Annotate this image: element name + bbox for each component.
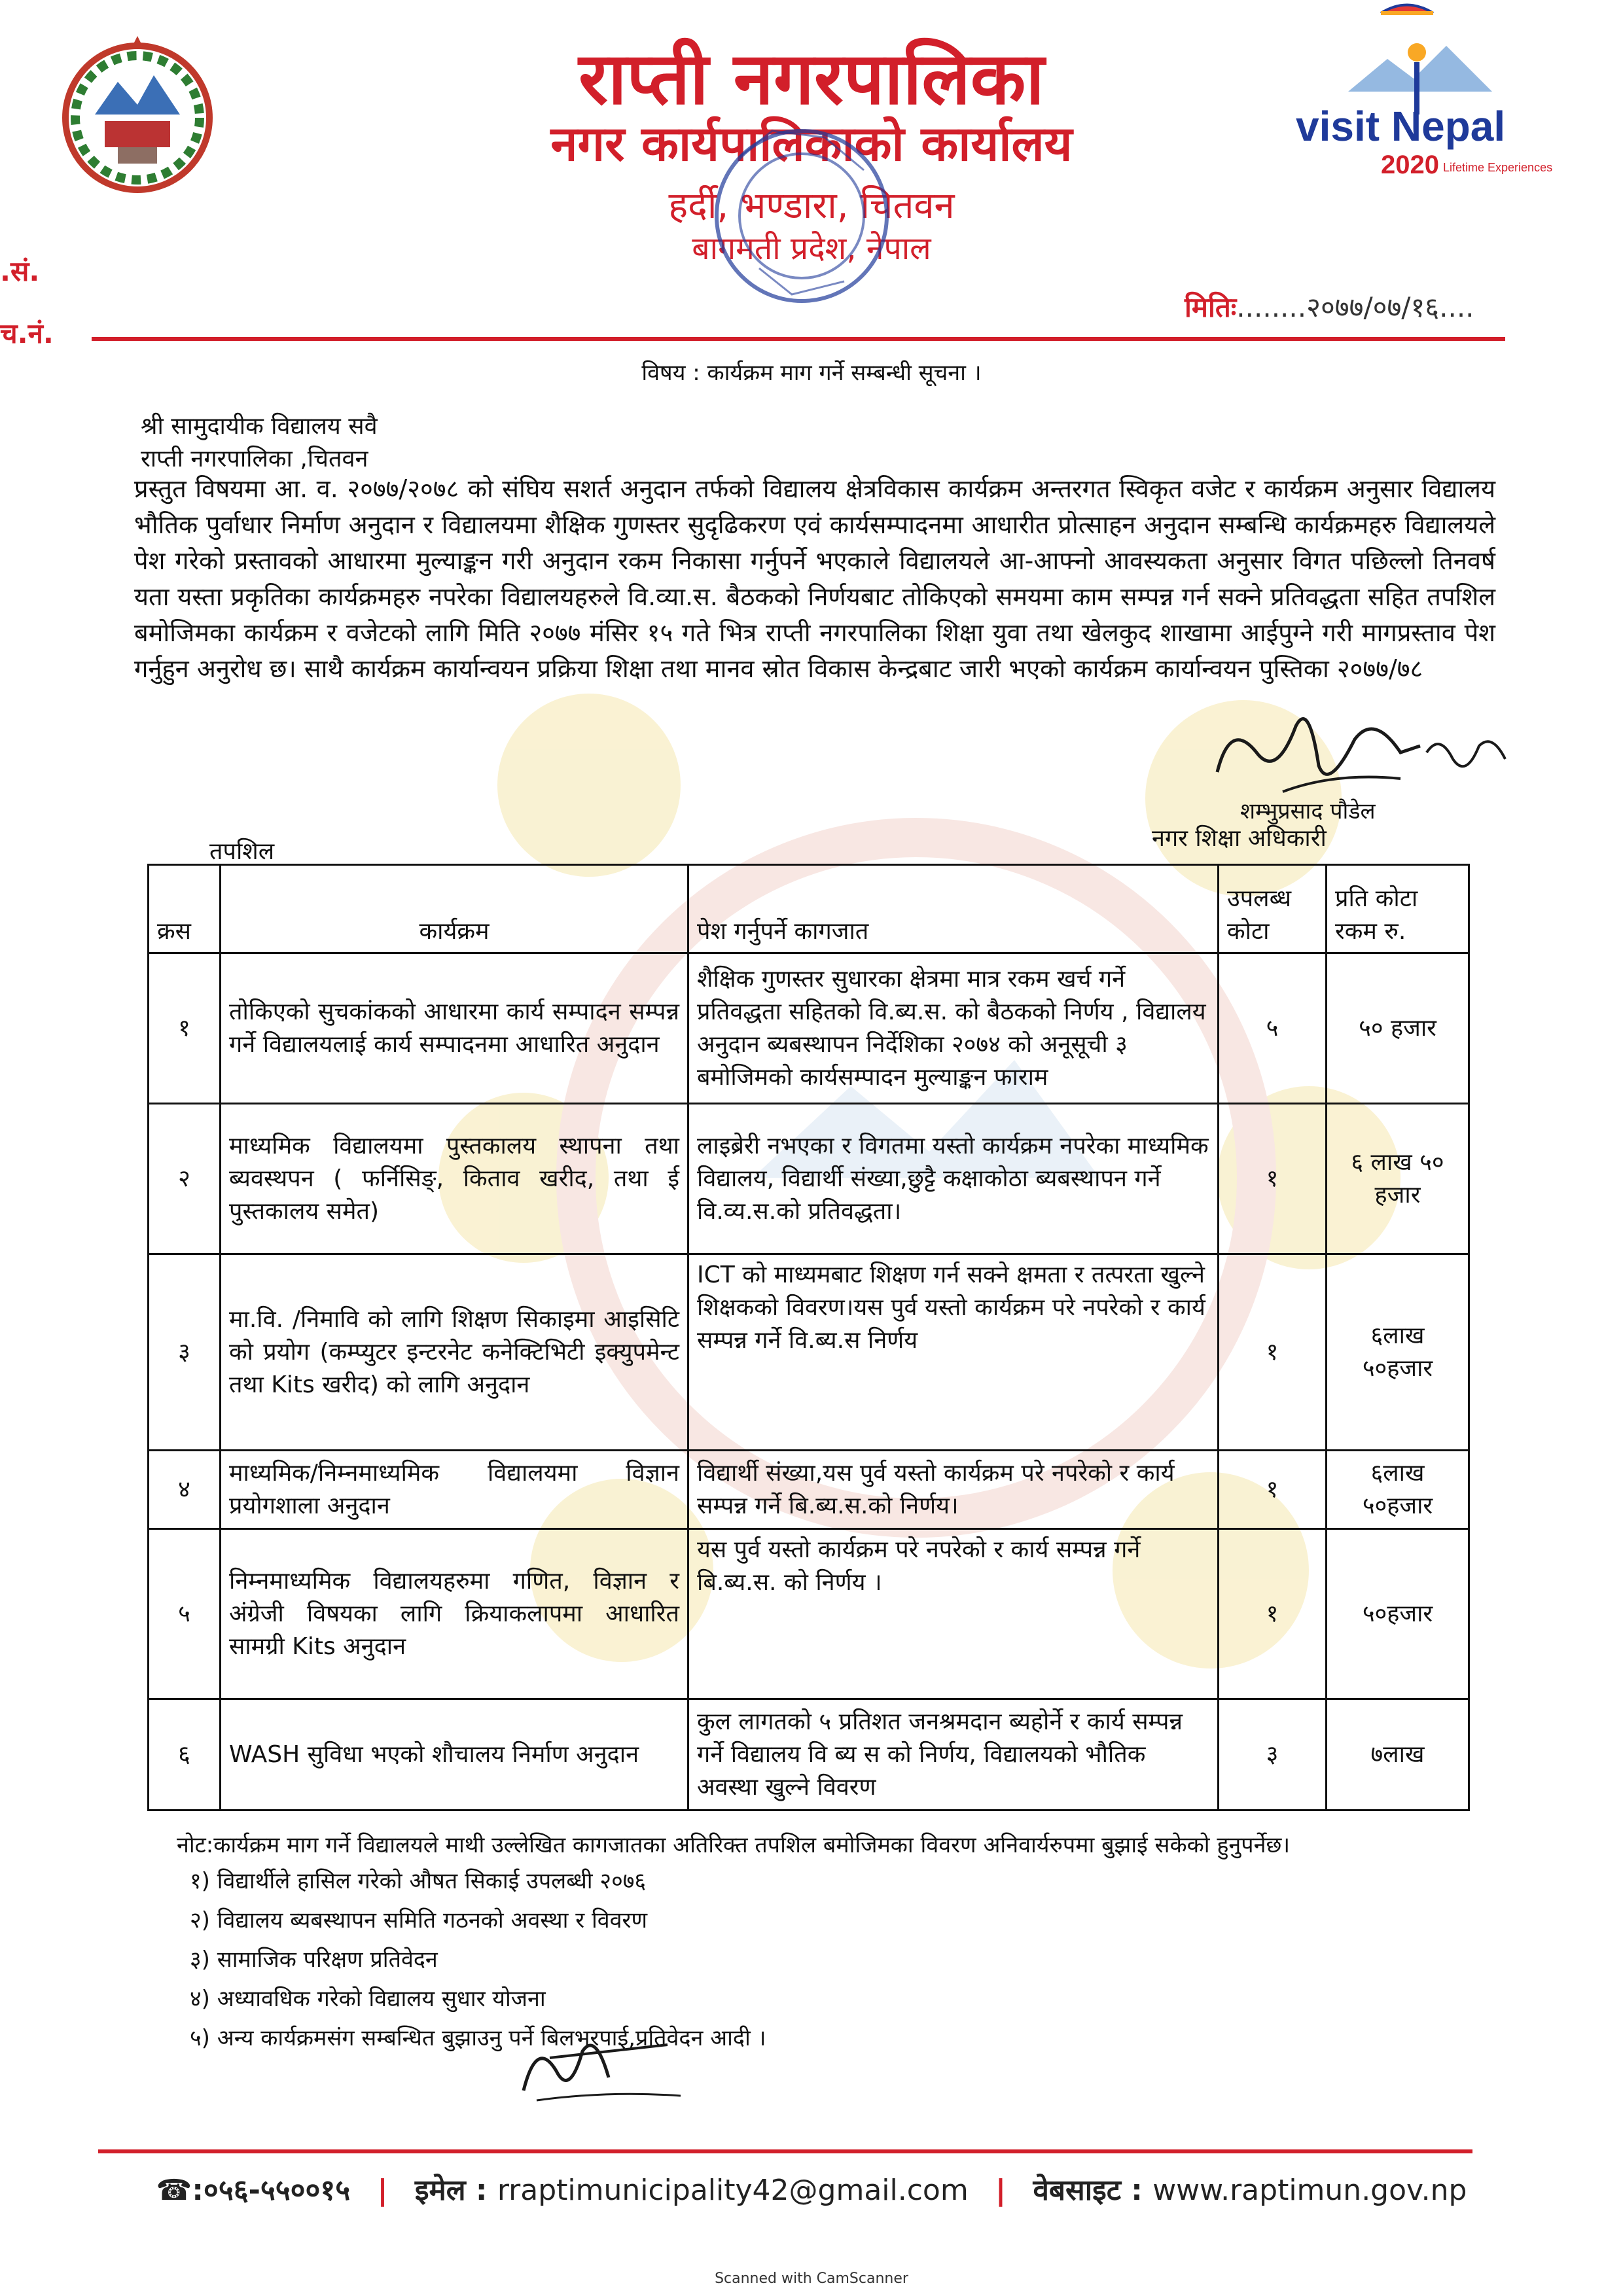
footer-separator: | xyxy=(995,2174,1007,2207)
cell-sn: ३ xyxy=(149,1254,221,1451)
municipality-title: राप्ती नगरपालिका xyxy=(579,37,1044,120)
footer-website-label: वेबसाइट : xyxy=(1033,2174,1143,2207)
cell-documents: कुल लागतको ५ प्रतिशत जनश्रमदान ब्यहोर्ने र कार्य सम्पन्न गर्ने विद्यालय वि ब्य स को निर्णय, विद्यालयको भौतिक अवस्था खुल्ने विवरण xyxy=(688,1699,1219,1810)
cell-amount: ६ लाख ५० हजार xyxy=(1327,1104,1469,1254)
note-item: ४) अध्यावधिक गरेको विद्यालय सुधार योजना xyxy=(190,1986,546,2012)
cell-quota: १ xyxy=(1219,1254,1327,1451)
cell-sn: २ xyxy=(149,1104,221,1254)
cell-sn: ६ xyxy=(149,1699,221,1810)
signer-title: नगर शिक्षा अधिकारी xyxy=(1152,825,1327,852)
date-label: मितिः xyxy=(1185,291,1237,323)
footer-website: www.raptimun.gov.np xyxy=(1152,2174,1467,2207)
note-item: २) विद्यालय ब्यबस्थापन समिति गठनको अवस्था र विवरण xyxy=(190,1907,648,1934)
table-row xyxy=(149,1529,1469,1699)
visit-nepal-wordmark: visit Nepal xyxy=(1296,103,1506,150)
cell-sn: १ xyxy=(149,953,221,1104)
recipient-line-1: श्री सामुदायीक विद्यालय सवै xyxy=(141,413,378,440)
col-header-amount: प्रति कोटा रकम रु. xyxy=(1327,865,1469,953)
footer-phone: ☎:०५६-५५००१५ xyxy=(156,2174,351,2207)
cell-program: WASH सुविधा भएको शौचालय निर्माण अनुदान xyxy=(221,1699,688,1810)
cell-quota: १ xyxy=(1219,1104,1327,1254)
cell-amount: ५० हजार xyxy=(1327,953,1469,1104)
cell-sn: ४ xyxy=(149,1451,221,1529)
cell-documents: ICT को माध्यमबाट शिक्षण गर्न सक्ने क्षमता र तत्परता खुल्ने शिक्षकको विवरण।यस पुर्व यस्तो कार्यक्रम परे नपरेको र कार्य सम्पन्न गर्ने वि.ब्य.स निर्णय xyxy=(688,1254,1219,1451)
cell-quota: १ xyxy=(1219,1451,1327,1529)
table-row xyxy=(149,1254,1469,1451)
cell-amount: ७लाख xyxy=(1327,1699,1469,1810)
scanner-watermark-text: Scanned with CamScanner xyxy=(715,2270,908,2287)
footer-email: rraptimunicipality42@gmail.com xyxy=(497,2174,969,2207)
note-heading: नोट:कार्यक्रम माग गर्ने विद्यालयले माथी उल्लेखित कागजातका अतिरिक्त तपशिल बमोजिमका विवरण अनिवार्यरुपमा बुझाई सकेको हुनुपर्नेछ। xyxy=(177,1832,1291,1858)
cell-program: माध्यमिक/निम्नमाध्यमिक विद्यालयमा विज्ञान प्रयोगशाला अनुदान xyxy=(221,1451,688,1529)
header-divider xyxy=(92,337,1505,341)
col-header-documents: पेश गर्नुपर्ने कागजात xyxy=(688,865,1219,953)
cell-documents: शैक्षिक गुणस्तर सुधारका क्षेत्रमा मात्र रकम खर्च गर्ने प्रतिवद्धता सहितको वि.ब्य.स. को बैठकको निर्णय , विद्यालय अनुदान ब्यबस्थापन निर्देशिका २०७४ को अनूसूची ३ बमोजिमको कार्यसम्पादन मुल्याङ्कन फाराम xyxy=(688,953,1219,1104)
visit-nepal-year: 2020 xyxy=(1381,150,1439,179)
cell-sn: ५ xyxy=(149,1529,221,1699)
note-item: १) विद्यार्थीले हासिल गरेको औषत सिकाई उपलब्धी २०७६ xyxy=(190,1868,647,1894)
note-item: ३) सामाजिक परिक्षण प्रतिवेदन xyxy=(190,1947,438,1973)
patra-sankhya-label: .सं. xyxy=(0,255,40,287)
program-quota-table xyxy=(147,864,1470,1811)
officer-signature xyxy=(1204,694,1518,811)
initials-signature xyxy=(510,2019,707,2110)
cell-documents: विद्यार्थी संख्या,यस पुर्व यस्तो कार्यक्रम परे नपरेको र कार्य सम्पन्न गर्ने बि.ब्य.स.को निर्णय। xyxy=(688,1451,1219,1529)
footer-email-label: इमेल : xyxy=(414,2174,488,2207)
table-row xyxy=(149,953,1469,1104)
cell-documents: यस पुर्व यस्तो कार्यक्रम परे नपरेको र कार्य सम्पन्न गर्ने बि.ब्य.स. को निर्णय । xyxy=(688,1529,1219,1699)
visit-nepal-tagline: Lifetime Experiences xyxy=(1443,161,1553,174)
cell-program: माध्यमिक विद्यालयमा पुस्तकालय स्थापना तथा ब्यवस्थपन ( फर्निसिङ्, किताव खरीद, तथा ई पुस्तकालय समेत) xyxy=(221,1104,688,1254)
cell-amount: ६लाख ५०हजार xyxy=(1327,1451,1469,1529)
table-header-row xyxy=(149,865,1469,953)
cell-program: तोकिएको सुचकांकको आधारमा कार्य सम्पादन सम्पन्न गर्ने विद्यालयलाई कार्य सम्पादनमा आधारित अनुदान xyxy=(221,953,688,1104)
date-value: ........२०७७/०७/१६.... xyxy=(1236,291,1474,323)
table-row xyxy=(149,1699,1469,1810)
chalani-number-label: च.नं. xyxy=(0,317,54,349)
cell-amount: ६लाख ५०हजार xyxy=(1327,1254,1469,1451)
letter-subject: विषय : कार्यक्रम माग गर्ने सम्बन्धी सूचना । xyxy=(641,360,982,386)
cell-documents: लाइब्रेरी नभएका र विगतमा यस्तो कार्यक्रम नपरेका माध्यमिक विद्यालय, विद्यार्थी संख्या,छुट्टै कक्षाकोठा ब्यबस्थापन गर्ने वि.व्य.स.को प्रतिवद्धता। xyxy=(688,1104,1219,1254)
office-stamp xyxy=(700,105,903,327)
cell-program: मा.वि. /निमावि को लागि शिक्षण सिकाइमा आइसिटि को प्रयोग (कम्प्युटर इन्टरनेट कनेक्टिभिटी इक्युपमेन्ट तथा Kits खरीद) को लागि अनुदान xyxy=(221,1254,688,1451)
cell-quota: १ xyxy=(1219,1529,1327,1699)
cell-program: निम्नमाध्यमिक विद्यालयहरुमा गणित, विज्ञान र अंग्रेजी विषयका लागि क्रियाकलापमा आधारित सामग्री Kits अनुदान xyxy=(221,1529,688,1699)
footer-divider xyxy=(98,2149,1472,2153)
cell-amount: ५०हजार xyxy=(1327,1529,1469,1699)
note-item: ५) अन्य कार्यक्रमसंग सम्बन्धित बुझाउनु पर्ने बिलभरपाई,प्रतिवेदन आदी । xyxy=(190,2025,766,2051)
col-header-program: कार्यक्रम xyxy=(221,865,688,953)
cell-quota: ५ xyxy=(1219,953,1327,1104)
tapasil-heading: तपशिल xyxy=(209,838,275,865)
recipient-line-2: राप्ती नगरपालिका ,चितवन xyxy=(141,446,368,472)
table-row xyxy=(149,1451,1469,1529)
visit-nepal-2020-logo xyxy=(1283,0,1553,190)
footer-separator: | xyxy=(377,2174,388,2207)
footer-contact xyxy=(0,2169,1623,2208)
col-header-quota: उपलब्ध कोटा xyxy=(1219,865,1327,953)
office-title: नगर कार्यपालिकाको कार्यालय xyxy=(550,116,1073,172)
office-address: हर्दी, भण्डारा, चितवन xyxy=(668,185,955,227)
signer-name: शम्भुप्रसाद पौडेल xyxy=(1240,798,1376,824)
table-row xyxy=(149,1104,1469,1254)
letter-body: प्रस्तुत विषयमा आ. व. २०७७/२०७८ को संघिय सशर्त अनुदान तर्फको विद्यालय क्षेत्रविकास कार्यक्रम अन्तरगत स्विकृत वजेट र कार्यक्रम अनुसार विद्यालय भौतिक पुर्वाधार निर्माण अनुदान र विद्यालयमा शैक्षिक गुणस्तर सुदृढिकरण एवं कार्यसम्पादनमा आधारीत प्रोत्साहन अनुदान सम्बन्धि कार्यक्रमहरु विद्यालयले पेश गरेको प्रस्तावको आधारमा मुल्याङ्कन गरी अनुदान रकम निकासा गर्नुपर्ने भएकाले विद्यालयले आ-आफ्नो आवस्यकता अनुसार विगत पछिल्लो तिनवर्ष यता यस्ता प्रकृतिका कार्यक्रमहरु नपरेका विद्यालयहरुले वि.व्या.स. बैठकको निर्णयबाट तोकिएको समयमा काम सम्पन्न गर्न सक्ने प्रतिवद्धता सहित तपशिल बमोजिमका कार्यक्रम र वजेटको लागि मिति २०७७ मंसिर १५ गते भित्र राप्ती नगरपालिका शिक्षा युवा तथा खेलकुद शाखामा आईपुग्ने गरी मागप्रस्ताव पेश गर्नुहुन अनुरोध छ। साथै कार्यक्रम कार्यान्वयन प्रक्रिया शिक्षा तथा मानव स्रोत विकास केन्द्रबाट जारी भएको कार्यक्रम कार्यान्वयन पुस्तिका २०७७/७८ xyxy=(134,474,1495,683)
office-province: बागमती प्रदेश, नेपाल xyxy=(692,230,931,267)
cell-quota: ३ xyxy=(1219,1699,1327,1810)
col-header-sn: क्रस xyxy=(149,865,221,953)
date-line xyxy=(1185,288,1474,325)
